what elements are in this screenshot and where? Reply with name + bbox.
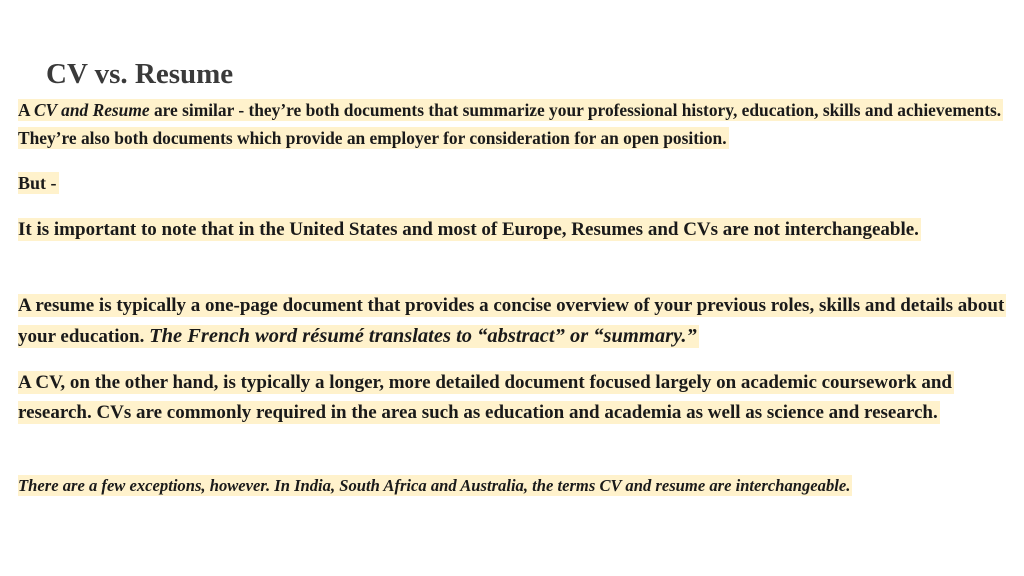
note-text: It is important to note that in the United States and most of Europe, Resumes and CVs are not interchangeable. (18, 219, 919, 240)
note-paragraph (18, 215, 1008, 245)
resume-text: A resume is typically a one-page document that provides a concise overview of your previous roles, skills and details about your education. (18, 295, 1005, 347)
exceptions-paragraph (18, 473, 1008, 499)
but-paragraph (18, 169, 1008, 197)
intro-lead: A (18, 100, 34, 120)
intro-paragraph (18, 96, 1008, 152)
cv-paragraph (18, 368, 1008, 427)
but-text: But - (18, 173, 57, 193)
exceptions-text: There are a few exceptions, however. In India, South Africa and Australia, the terms CV and resume are interchangeable. (18, 476, 851, 495)
cv-text: A CV, on the other hand, is typically a longer, more detailed document focused largely on academic coursework and research. CVs are commonly required in the area such as education and academia as well as science and research. (18, 372, 952, 423)
intro-highlight (18, 99, 1003, 149)
resume-highlight (18, 294, 1006, 348)
slide-title: CV vs. Resume (46, 58, 234, 90)
intro-emphasis: CV and Resume (33, 100, 150, 120)
resume-paragraph (18, 291, 1008, 352)
intro-rest: are similar - they’re both documents that summarize your professional history, education, skills and achievements. They’re also both documents which provide an employer for consideration for an open position. (18, 100, 1002, 148)
resume-quote: The French word résumé translates to “abstract” or “summary.” (149, 325, 697, 347)
